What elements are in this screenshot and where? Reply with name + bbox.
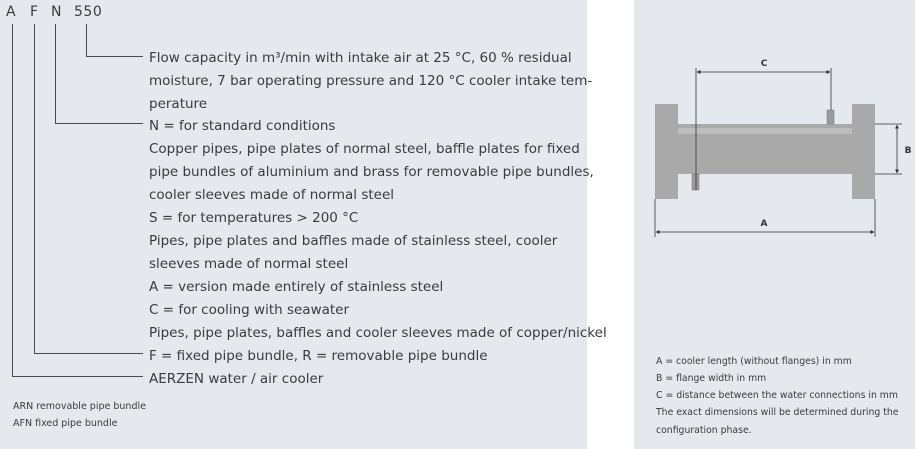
desc-flow-capacity-2: moisture, 7 bar operating pressure and 120 °C cooler intake tem- (149, 73, 593, 89)
footnote-arn: ARN removable pipe bundle (13, 401, 146, 412)
connector-f-horizontal (34, 353, 143, 354)
code-letter-f: F (30, 4, 39, 20)
desc-c-seawater: C = for cooling with seawater (149, 302, 350, 318)
desc-a-version: A = version made entirely of stainless steel (149, 279, 444, 295)
legend-a: A = cooler length (without flanges) in mm (656, 356, 852, 367)
connector-n-horizontal (55, 123, 143, 124)
legend-note-2: configuration phase. (656, 425, 752, 436)
code-number-550: 550 (74, 4, 103, 20)
desc-copper-1: Copper pipes, pipe plates of normal steel, baffle plates for fixed (149, 141, 580, 157)
cooler-body-highlight (678, 128, 852, 134)
footnote-afn: AFN fixed pipe bundle (13, 418, 118, 429)
desc-copper-3: cooler sleeves made of normal steel (149, 187, 395, 203)
lower-water-connection (692, 174, 699, 190)
desc-copper-nickel: Pipes, pipe plates, baffles and cooler sleeves made of copper/nickel (149, 325, 607, 341)
legend-note-1: The exact dimensions will be determined during the (656, 407, 899, 418)
desc-flow-capacity-1: Flow capacity in m³/min with intake air at 25 °C, 60 % residual (149, 50, 572, 66)
label-c: C (760, 59, 768, 69)
connector-550-horizontal (86, 56, 143, 57)
left-flange (655, 104, 678, 199)
code-letter-a: A (6, 4, 17, 20)
upper-water-connection (827, 110, 834, 124)
label-b: B (904, 146, 912, 156)
cooler-dimension-drawing (634, 0, 915, 260)
desc-pipe-bundle: F = fixed pipe bundle, R = removable pipe bundle (149, 348, 488, 364)
connector-550-vertical (86, 24, 87, 57)
connector-n-vertical (55, 24, 56, 124)
connector-f-vertical (34, 24, 35, 354)
desc-copper-2: pipe bundles of aluminium and brass for removable pipe bundles, (149, 164, 594, 180)
desc-n-standard: N = for standard conditions (149, 118, 336, 134)
right-flange (852, 104, 875, 199)
desc-s-temperature: S = for temperatures > 200 °C (149, 210, 359, 226)
desc-stainless-1: Pipes, pipe plates and baffles made of stainless steel, cooler (149, 233, 558, 249)
legend-c: C = distance between the water connections in mm (656, 390, 898, 401)
label-a: A (760, 219, 768, 229)
connector-a-vertical (12, 24, 13, 377)
legend-b: B = flange width in mm (656, 373, 767, 384)
desc-stainless-2: sleeves made of normal steel (149, 256, 349, 272)
connector-a-horizontal (12, 376, 143, 377)
code-letter-n: N (51, 4, 62, 20)
desc-flow-capacity-3: perature (149, 96, 208, 112)
desc-aerzen-cooler: AERZEN water / air cooler (149, 371, 324, 387)
